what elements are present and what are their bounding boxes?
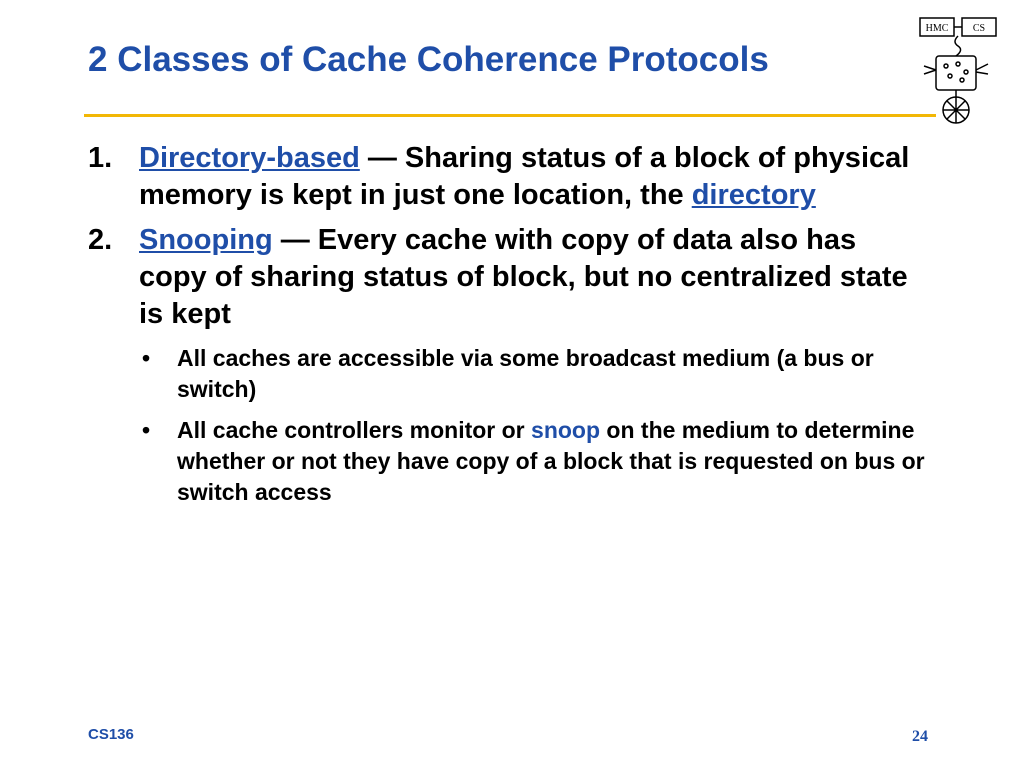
title-underline [84,114,936,117]
slide-title: 2 Classes of Cache Coherence Protocols [88,40,769,79]
sub-bullet-text: on the medium to determine whether or not they have copy of a block that is requested on bus or switch access [177,417,925,505]
logo-text-right: CS [972,23,986,34]
item-number: 2. [88,224,113,256]
sub-bullet-snoop [139,415,928,508]
sub-bullet-list [139,343,928,508]
snoop-term: snoop [531,417,601,443]
course-footer: CS136 [88,726,134,743]
list-item-directory-based [88,140,928,214]
item-text: — Sharing status of a block of physical memory is kept in just one location, the [139,142,910,211]
directory-link[interactable]: directory [691,179,816,211]
item-number: 1. [88,142,113,174]
bullet-marker: • [142,417,151,443]
bullet-marker: • [142,345,151,371]
slide-body [88,140,928,526]
hmc-cs-logo [918,16,998,126]
page-number: 24 [912,728,928,745]
list-item-snooping [88,222,928,518]
directory-based-link[interactable]: Directory-based [139,142,360,174]
snooping-link[interactable]: Snooping [139,224,273,256]
sub-bullet-text: All cache controllers monitor or [177,417,532,443]
item-text: — Every cache with copy of data also has copy of sharing status of block, but no centralized state is kept [139,224,908,330]
sub-bullet-text: All caches are accessible via some broadcast medium (a bus or switch) [177,345,874,402]
sub-bullet-broadcast [139,343,928,405]
logo-text-left: HMC [925,23,949,34]
